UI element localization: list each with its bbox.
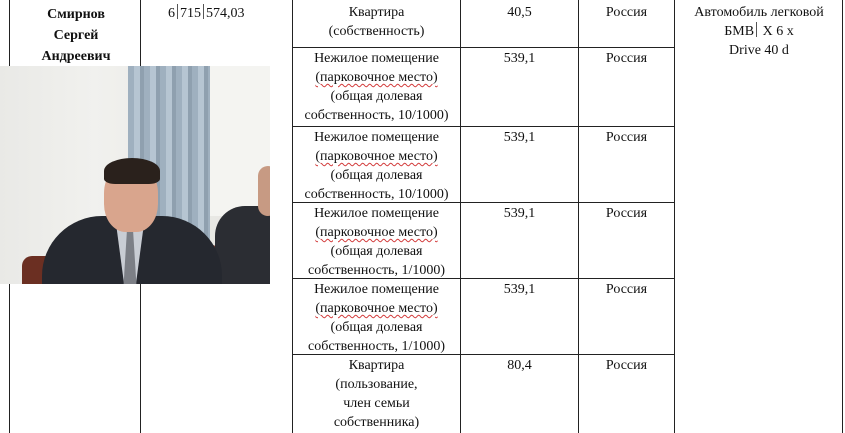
property-type: Нежилое помещение (парковочное место) (общая долевая собственность, 1/1000) [307, 282, 445, 354]
income-part: 6 [168, 6, 175, 21]
property-country: Россия [605, 5, 648, 20]
row-separator [292, 47, 675, 48]
column-divider-country-vehicle [674, 0, 675, 433]
property-country: Россия [605, 51, 648, 66]
person-name [14, 4, 138, 67]
property-country: Россия [605, 206, 648, 221]
income-part: 574,03 [206, 6, 245, 21]
income-part: 715 [180, 6, 201, 21]
person-photo [0, 66, 270, 284]
property-area: 80,4 [507, 358, 532, 373]
person-surname: Смирнов [47, 7, 105, 22]
property-type: Нежилое помещение (парковочное место) (общая долевая собственность, 10/1000) [304, 51, 449, 123]
person-first-name: Сергей [53, 28, 99, 43]
photo-neighbor-head [258, 166, 270, 216]
property-type: Квартира (пользование, член семьи собственника) [333, 358, 420, 430]
annual-income [168, 4, 245, 23]
row-separator [292, 126, 675, 127]
property-area: 40,5 [507, 5, 532, 20]
property-country: Россия [605, 358, 648, 373]
property-area: 539,1 [503, 51, 536, 66]
vehicle-info: Автомобиль легковой БМВ Х 6 х Drive 40 d [694, 5, 824, 58]
property-country: Россия [605, 130, 648, 145]
property-area: 539,1 [503, 130, 536, 145]
text-cursor [177, 4, 178, 19]
text-cursor [756, 22, 757, 37]
property-area: 539,1 [503, 282, 536, 297]
table-border-right [842, 0, 843, 433]
property-type: Квартира (собственность) [328, 5, 425, 39]
property-country: Россия [605, 282, 648, 297]
person-patronymic: Андреевич [41, 49, 111, 64]
property-type: Нежилое помещение (парковочное место) (общая долевая собственность, 10/1000) [304, 130, 449, 202]
property-area: 539,1 [503, 206, 536, 221]
property-type: Нежилое помещение (парковочное место) (общая долевая собственность, 1/1000) [307, 206, 445, 278]
text-cursor [203, 4, 204, 19]
photo-hair [104, 158, 160, 184]
photo-neighbor [215, 206, 270, 284]
